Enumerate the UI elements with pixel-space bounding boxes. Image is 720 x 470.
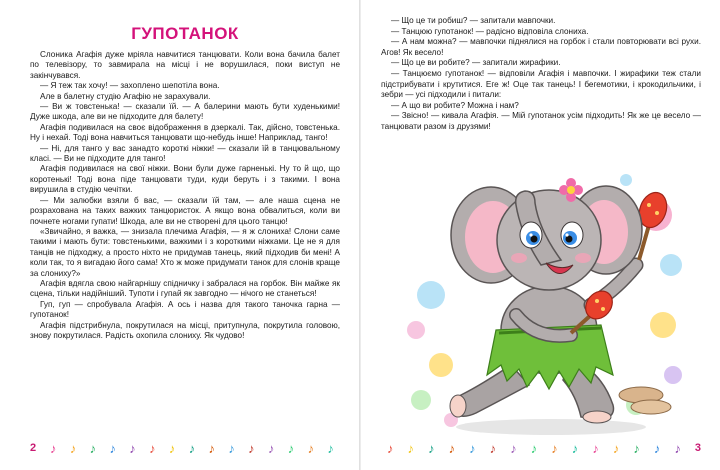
music-note-icon: ♪ (407, 440, 415, 456)
music-note-icon: ♪ (267, 440, 275, 456)
music-note-icon: ♪ (307, 440, 315, 456)
dancing-elephant-illustration (401, 155, 691, 440)
paragraph: Агафія вдягла свою найгарнішу спідничку і забралася на горбок. Він майже як сцена, тільки надійніший. Тупоти і гупай як завгодно — нічого не станеться! (30, 278, 340, 299)
right-footer (381, 440, 701, 456)
music-note-icon: ♪ (592, 440, 599, 456)
paragraph: — А нам можна? — мавпочки піднялися на горбок і стали повторювати всі рухи. Агов! Як весело! (381, 37, 701, 57)
paragraph: Слоника Агафія дуже мріяла навчитися танцювати. Коли вона бачила балет по телевізору, то завмирала на місці і не ворушилася, поки виступ не закінчувався. (30, 50, 340, 80)
left-footer (30, 440, 340, 456)
paragraph: — Звісно! — кивала Агафія. — Мій гупотанок усім підходить! Як же це весело — танцювати разом із друзями! (381, 111, 701, 131)
music-note-icon: ♪ (510, 440, 517, 456)
paragraph: — Що це ви робите? — запитали жирафики. (391, 58, 561, 68)
paragraph: — Ні, для танго у вас занадто короткі ніжки! — сказали їй в танцювальному класі. — Ви не підходите для танго! (30, 143, 340, 164)
music-note-icon: ♪ (633, 440, 640, 456)
music-note-icon: ♪ (551, 440, 558, 456)
music-note-icon: ♪ (469, 440, 476, 456)
paragraph: — А що ви робите? Можна і нам? (391, 100, 519, 110)
paragraph: — Ми залюбки взяли б вас, — сказали їй там, — але наша сцена не розрахована на таких важких танцюристок. А якщо вона обвалиться, коли ви почнете ногами гупати! Шкода, але ви не створені для цього танцю! (30, 195, 340, 226)
music-note-icon: ♪ (149, 440, 156, 456)
music-note-icon: ♪ (69, 440, 77, 456)
music-note-icon: ♪ (50, 440, 57, 456)
paragraph: Агафія підстрибнула, покрутилася на місці, притупнула, покрутила головою, знову покрутилася. Радість охопила слониху. Як чудово! (30, 320, 340, 340)
right-page-text (381, 16, 701, 133)
page-number-left: 2 (30, 442, 37, 454)
music-note-icon: ♪ (188, 440, 196, 456)
paragraph: Гуп, гуп — спробувала Агафія. А ось і назва для такого таночка гарна — гупотанок! (30, 299, 340, 320)
music-note-icon: ♪ (168, 440, 176, 456)
music-notes-decoration (381, 442, 687, 455)
music-note-icon: ♪ (387, 440, 394, 456)
left-page (0, 0, 359, 470)
paragraph: — Що це ти робиш? — запитали мавпочки. (391, 16, 556, 25)
paragraph: — Танцюємо гупотанок! — відповіли Агафія і мавпочки. І жирафики теж стали підстрибувати і крутитися. Еге ж! Оце так танець! І бегемотики, і крокодильчики, і зебри — усі підходили і питали: (381, 68, 701, 100)
music-note-icon: ♪ (129, 440, 136, 456)
music-note-icon: ♪ (89, 440, 97, 456)
music-note-icon: ♪ (428, 440, 435, 456)
paragraph: — Я теж так хочу! — захоплено шепотіла вона. (40, 81, 220, 91)
paragraph: Агафія подивилася на свої ніжки. Вони були дуже гарненькі. Ну то й що, що коротенькі! Тоді вона піде танцювати туди, куди беруть і з такими. І вона вирушила в студію чечітки. (30, 164, 340, 195)
paragraph: Агафія подивилася на своє відображення в дзеркалі. Так, дійсно, товстенька. Ну і нехай. Тоді вона навчиться танцювати що-небудь інше! Наприклад, танго! (30, 122, 340, 143)
music-note-icon: ♪ (448, 440, 456, 456)
right-page (361, 0, 720, 470)
music-note-icon: ♪ (228, 440, 235, 456)
paragraph: Але в балетну студію Агафію не зарахували. (40, 91, 211, 101)
story-title: ГУПОТАНОК (131, 24, 239, 43)
music-note-icon: ♪ (248, 440, 255, 456)
paragraph: — Танцюю гупотанок! — радісно відповіла слониха. (391, 26, 589, 36)
page-number-right: 3 (694, 442, 701, 454)
paragraph: «Звичайно, я важка, — знизала плечима Агафія, — я ж слониха! Слони саме такими і мають бути: товстенькими, важкими і з короткими ніжками. Це не я для танців не підходжу, а просто ніхто не придумав танець, який підходив би мені! А коли так, то я вигадаю його сама! Хто ж може придумати танок для слонів краще за слониху?» (30, 226, 340, 278)
music-note-icon: ♪ (653, 440, 661, 456)
music-note-icon: ♪ (287, 440, 295, 456)
music-note-icon: ♪ (109, 440, 116, 456)
music-note-icon: ♪ (571, 440, 579, 456)
music-note-icon: ♪ (612, 440, 620, 456)
music-notes-decoration (44, 442, 340, 455)
music-note-icon: ♪ (327, 440, 334, 456)
music-note-icon: ♪ (530, 440, 538, 456)
music-note-icon: ♪ (489, 440, 497, 456)
left-page-text (30, 50, 340, 341)
music-note-icon: ♪ (674, 440, 681, 456)
music-note-icon: ♪ (208, 440, 215, 456)
paragraph: — Ви ж товстенька! — сказали їй. — А балерини мають бути худенькими! Дуже шкода, але ви не підходите для балету! (30, 102, 340, 122)
